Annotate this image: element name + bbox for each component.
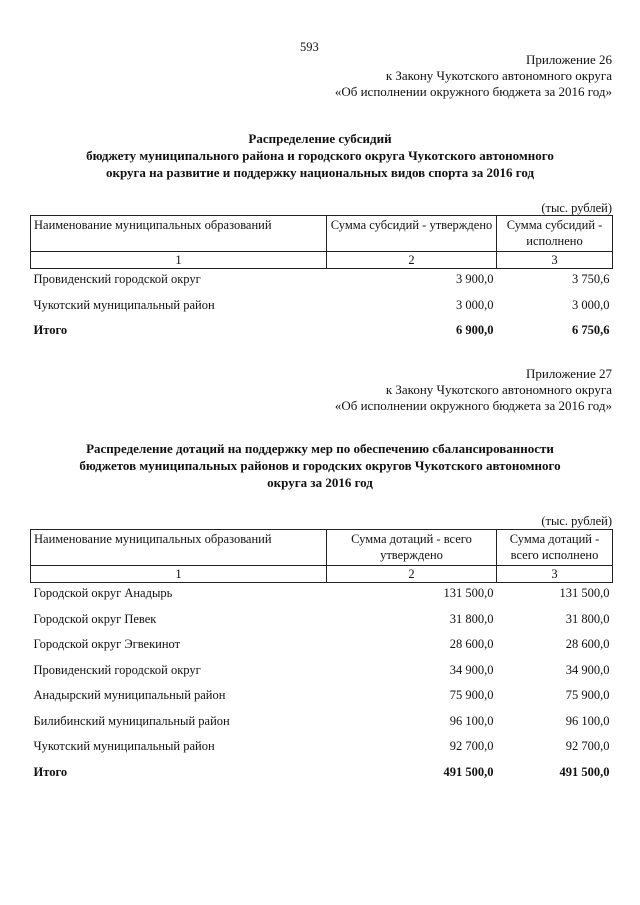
table-row [31, 634, 613, 660]
dotations-header-name: Наименование муниципальных образований [31, 530, 327, 566]
row-approved: 92 700,0 [449, 739, 494, 753]
row-name: Анадырский муниципальный район [33, 688, 226, 702]
table-row [31, 609, 613, 635]
row-executed: 131 500,0 [559, 586, 610, 600]
column-number: 2 [327, 566, 497, 583]
row-approved: 34 900,0 [449, 662, 494, 677]
subsidies-column-numbers [31, 252, 613, 269]
section-2-units: (тыс. рублей) [541, 514, 612, 528]
dotations-header-approved: Сумма дотаций - всего утверждено [327, 530, 497, 566]
subsidies-header-row [31, 216, 613, 252]
section-1-title-line-3: округа на развитие и поддержку национальных видов спорта за 2016 год [105, 165, 535, 180]
row-executed: 92 700,0 [565, 739, 610, 753]
row-approved: 31 800,0 [449, 611, 494, 626]
section-2-title-line-1: Распределение дотаций на поддержку мер по обеспечению сбалансированности [86, 441, 554, 456]
row-executed: 96 100,0 [565, 713, 610, 728]
row-name: Чукотский муниципальный район [33, 297, 215, 312]
row-approved: 131 500,0 [443, 586, 494, 600]
section-1-title-line-2: бюджету муниципального района и городского округа Чукотского автономного [86, 148, 554, 163]
row-approved: 28 600,0 [449, 637, 494, 651]
total-approved: 491 500,0 [443, 764, 494, 779]
table-row [31, 711, 613, 737]
appendix-27-number: Приложение 27 [525, 366, 612, 381]
appendix-26-law: к Закону Чукотского автономного округа [385, 68, 612, 83]
appendix-26-law-title: «Об исполнении окружного бюджета за 2016 год» [334, 84, 612, 99]
total-row [31, 762, 613, 788]
table-row [31, 685, 613, 711]
section-1-units: (тыс. рублей) [541, 201, 612, 215]
row-name: Городской округ Эгвекинот [33, 637, 181, 651]
row-executed: 34 900,0 [565, 662, 610, 677]
appendix-26-number: Приложение 26 [525, 52, 612, 67]
total-executed: 6 750,6 [572, 323, 610, 337]
section-1-title-line-1: Распределение субсидий [248, 131, 392, 146]
row-executed: 28 600,0 [565, 637, 610, 651]
row-approved: 3 900,0 [456, 272, 494, 286]
dotations-column-numbers [31, 566, 613, 583]
section-2-title-line-2: бюджетов муниципальных районов и городских округов Чукотского автономного [79, 458, 561, 473]
total-approved: 6 900,0 [456, 323, 494, 337]
row-executed: 75 900,0 [565, 688, 610, 702]
table-row [31, 583, 613, 609]
row-executed: 3 000,0 [572, 297, 610, 312]
table-row [31, 736, 613, 762]
section-2-title [30, 440, 610, 491]
table-row [31, 660, 613, 686]
total-label: Итого [33, 764, 68, 779]
row-name: Чукотский муниципальный район [33, 739, 215, 753]
subsidies-header-executed: Сумма субсидий - исполнено [497, 216, 613, 252]
column-number: 1 [31, 252, 327, 269]
table-row [31, 269, 613, 295]
total-row [31, 320, 613, 346]
dotations-table [30, 529, 613, 787]
row-name: Билибинский муниципальный район [33, 713, 230, 728]
dotations-header-executed: Сумма дотаций - всего исполнено [497, 530, 613, 566]
section-2-title-line-3: округа за 2016 год [267, 475, 373, 490]
appendix-27-law: к Закону Чукотского автономного округа [385, 382, 612, 397]
appendix-26-header [335, 52, 612, 100]
row-approved: 3 000,0 [456, 297, 494, 312]
table-row [31, 295, 613, 321]
subsidies-table [30, 215, 613, 346]
total-label: Итого [33, 323, 68, 337]
row-name: Городской округ Певек [33, 611, 157, 626]
page-number: 593 [300, 40, 319, 54]
row-approved: 96 100,0 [449, 713, 494, 728]
appendix-27-law-title: «Об исполнении окружного бюджета за 2016 год» [334, 398, 612, 413]
section-1-title [30, 130, 610, 181]
column-number: 2 [327, 252, 497, 269]
row-executed: 31 800,0 [565, 611, 610, 626]
total-executed: 491 500,0 [559, 764, 610, 779]
subsidies-header-name: Наименование муниципальных образований [31, 216, 327, 252]
column-number: 3 [497, 566, 613, 583]
row-name: Городской округ Анадырь [33, 586, 173, 600]
appendix-27-header [335, 366, 612, 414]
dotations-header-row [31, 530, 613, 566]
column-number: 1 [31, 566, 327, 583]
subsidies-header-approved: Сумма субсидий - утверждено [327, 216, 497, 252]
row-approved: 75 900,0 [449, 688, 494, 702]
row-executed: 3 750,6 [572, 272, 610, 286]
column-number: 3 [497, 252, 613, 269]
row-name: Провиденский городской округ [33, 662, 201, 677]
row-name: Провиденский городской округ [33, 272, 201, 286]
